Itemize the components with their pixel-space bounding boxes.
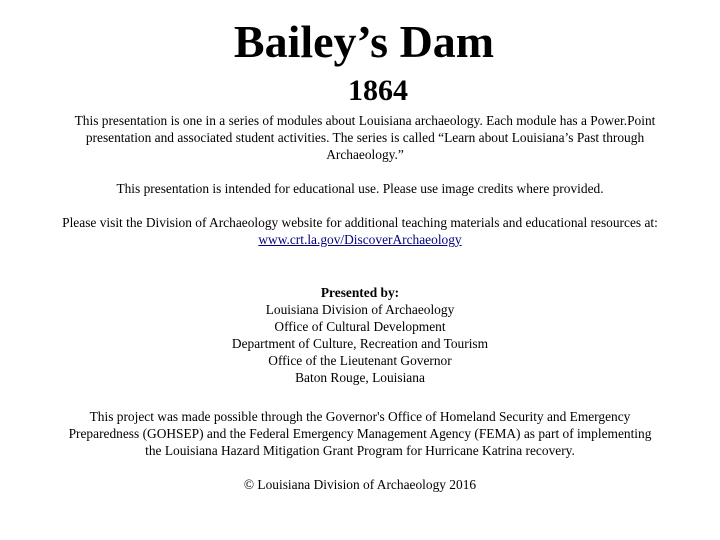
- presented-by-section: [0, 284, 720, 386]
- presenter-line: Louisiana Division of Archaeology: [265, 302, 455, 317]
- project-line: the Louisiana Hazard Mitigation Grant Program for Hurricane Katrina recovery.: [145, 443, 575, 458]
- presenter-line: Office of Cultural Development: [274, 319, 446, 334]
- educational-use-note: This presentation is intended for educational use. Please use image credits where provided.: [116, 181, 604, 196]
- presenter-line: Baton Rouge, Louisiana: [295, 370, 425, 385]
- page-subtitle-year: 1864: [348, 74, 408, 107]
- project-line: This project was made possible through the Governor's Office of Homeland Security and Emergency: [89, 409, 631, 424]
- intro-line: Archaeology.”: [326, 147, 404, 162]
- project-funding-paragraph: [20, 408, 700, 459]
- copyright-notice: © Louisiana Division of Archaeology 2016: [243, 477, 477, 492]
- presenter-line: Office of the Lieutenant Governor: [268, 353, 452, 368]
- archaeology-website-link[interactable]: www.crt.la.gov/DiscoverArchaeology: [258, 232, 462, 247]
- visit-text: Please visit the Division of Archaeology website for additional teaching materials and educational resources at:: [62, 215, 658, 230]
- page-title: Bailey’s Dam: [233, 16, 495, 67]
- presented-by-heading: Presented by:: [320, 285, 400, 300]
- intro-line: presentation and associated student activities. The series is called “Learn about Louisiana’s Past through: [85, 130, 645, 145]
- presenter-line: Department of Culture, Recreation and Tourism: [231, 336, 489, 351]
- visit-paragraph: [10, 214, 710, 248]
- intro-paragraph: [56, 112, 674, 163]
- project-line: Preparedness (GOHSEP) and the Federal Emergency Management Agency (FEMA) as part of implementing: [68, 426, 652, 441]
- intro-line: This presentation is one in a series of modules about Louisiana archaeology. Each module has a Power.Point: [74, 113, 656, 128]
